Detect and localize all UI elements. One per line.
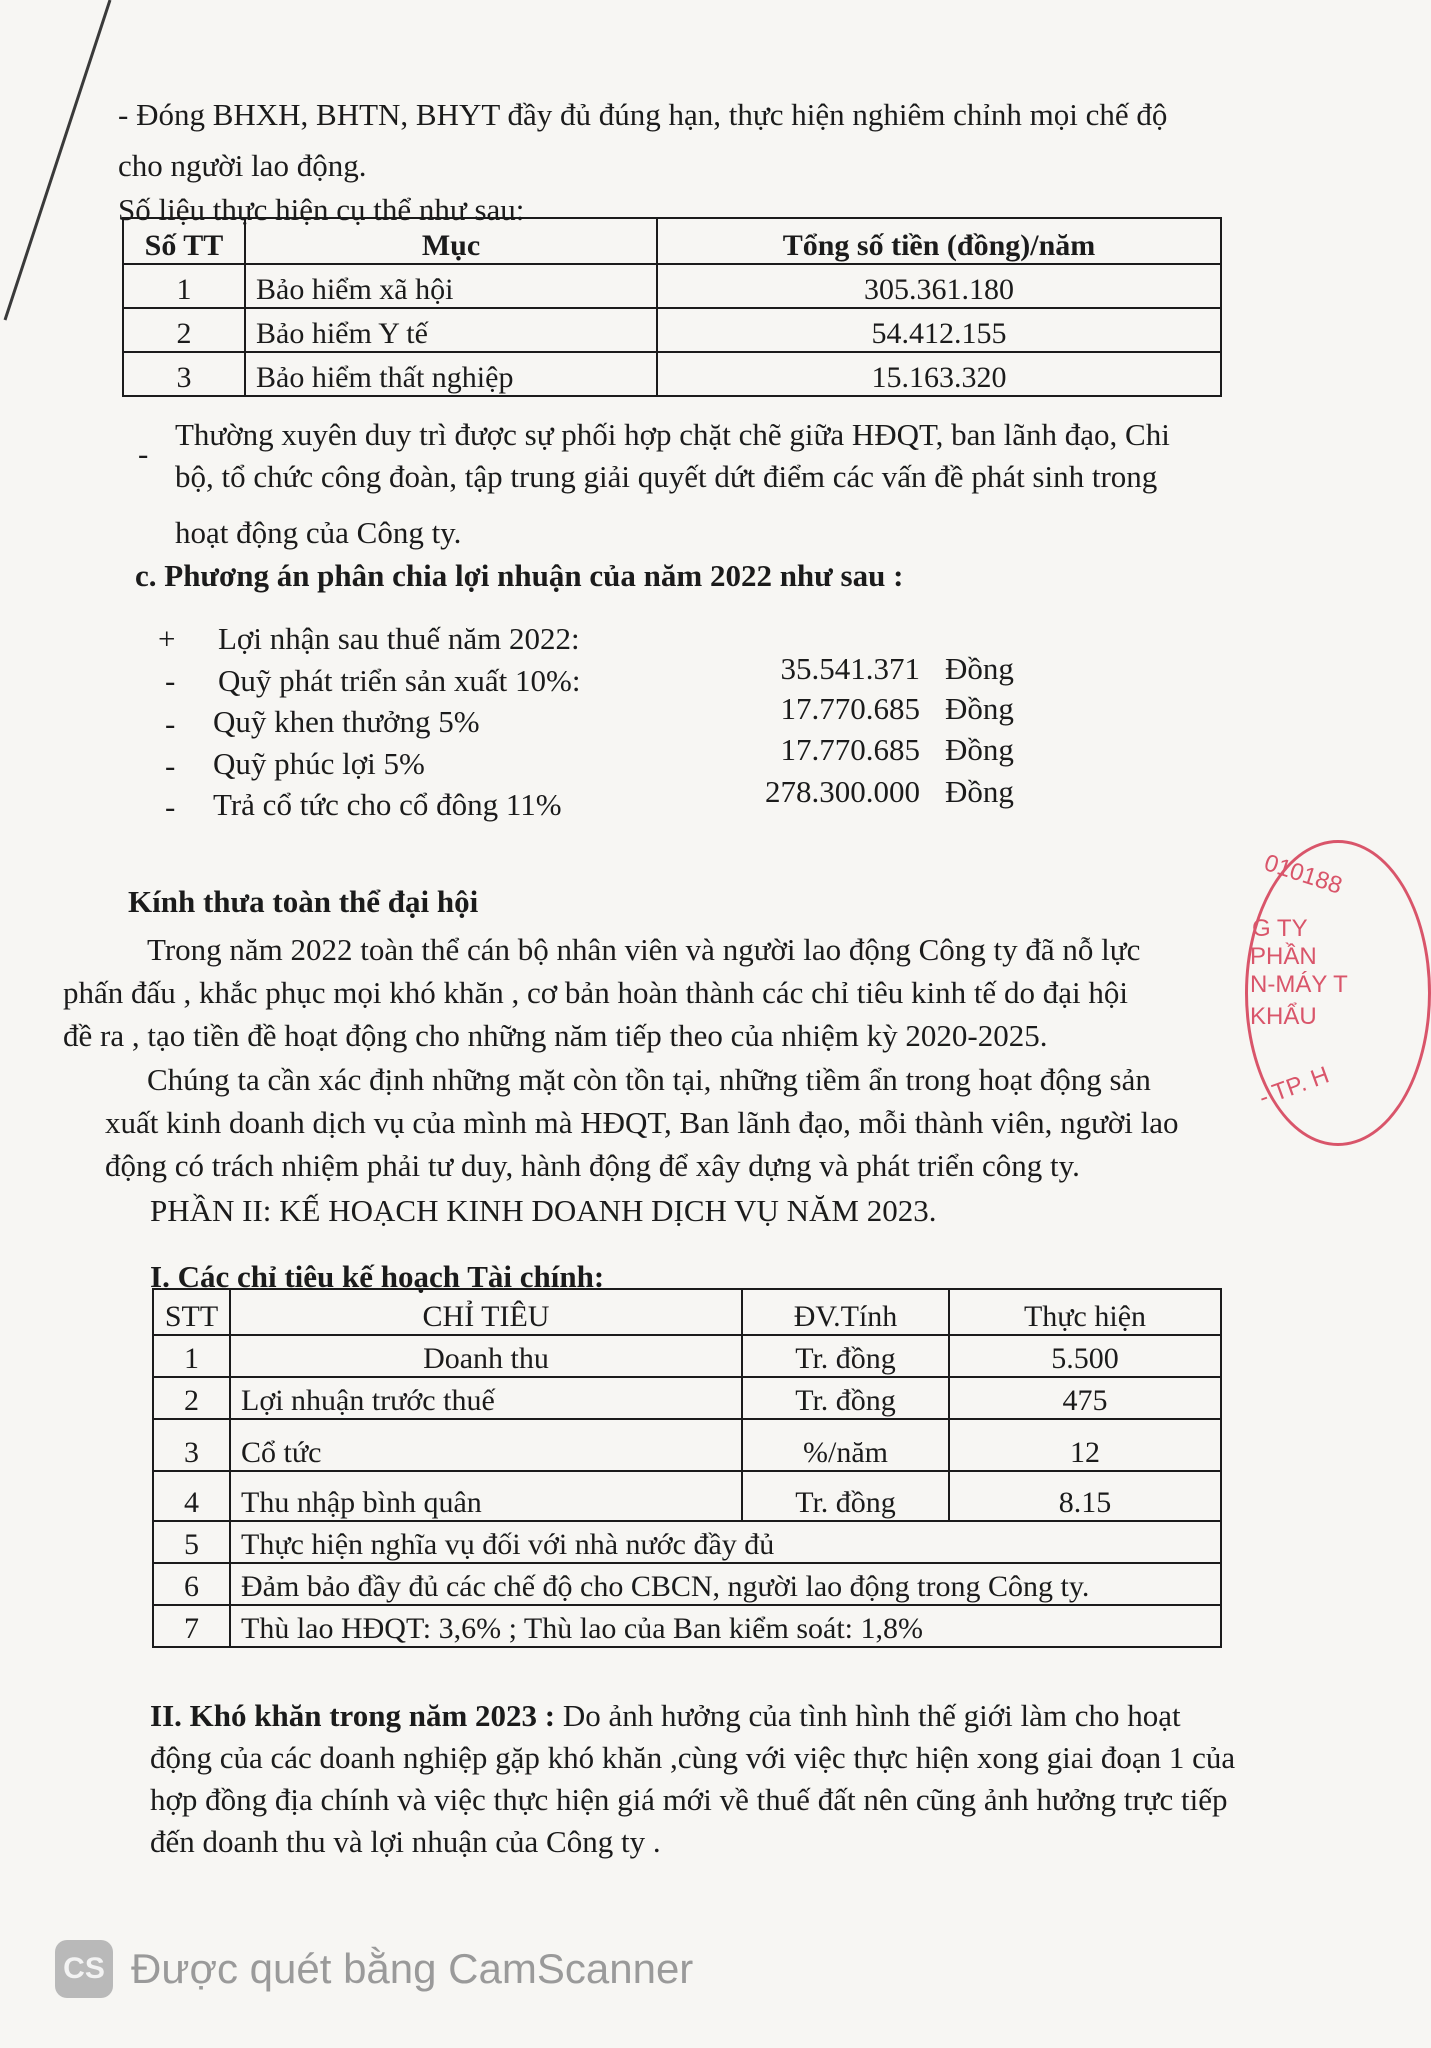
profit-section-title: c. Phương án phân chia lợi nhuận của năm 2022 như sau :	[135, 558, 904, 593]
profit-unit: Đồng	[945, 732, 1014, 767]
coordination-line-3: hoạt động của Công ty.	[175, 515, 462, 550]
cell-indicator: Cổ tức	[230, 1419, 742, 1471]
profit-value: 17.770.685	[780, 691, 920, 726]
page-edge-line	[0, 0, 120, 330]
table-row	[153, 1471, 1221, 1521]
stamp-text: G TY	[1252, 915, 1308, 942]
cell-value: 5.500	[949, 1335, 1221, 1377]
cell-value: 12	[949, 1419, 1221, 1471]
finance-header-stt: STT	[153, 1289, 230, 1335]
cell-indicator: Thù lao HĐQT: 3,6% ; Thù lao của Ban kiểm soát: 1,8%	[230, 1605, 1221, 1647]
coordination-line-1: Thường xuyên duy trì được sự phối hợp chặt chẽ giữa HĐQT, ban lãnh đạo, Chi	[175, 417, 1170, 452]
table-row	[153, 1521, 1221, 1563]
company-stamp	[1245, 840, 1431, 1146]
cell-no: 1	[123, 264, 245, 308]
cell-stt: 4	[153, 1471, 230, 1521]
cell-stt: 7	[153, 1605, 230, 1647]
coordination-line-2: bộ, tổ chức công đoàn, tập trung giải quyết dứt điểm các vấn đề phát sinh trong	[175, 459, 1158, 494]
cell-item: Bảo hiểm thất nghiệp	[245, 352, 657, 396]
part2-title: PHẦN II: KẾ HOẠCH KINH DOANH DỊCH VỤ NĂM 2023.	[150, 1193, 937, 1228]
cell-stt: 2	[153, 1377, 230, 1419]
table-row	[153, 1419, 1221, 1471]
cell-unit: %/năm	[742, 1419, 949, 1471]
stamp-text: KHẨU	[1250, 1003, 1317, 1030]
table-row	[153, 1605, 1221, 1647]
finance-header-value: Thực hiện	[949, 1289, 1221, 1335]
stamp-text: 010188	[1260, 849, 1346, 900]
finance-header-unit: ĐV.Tính	[742, 1289, 949, 1335]
intro-line-2: cho người lao động.	[118, 148, 367, 183]
cell-stt: 3	[153, 1419, 230, 1471]
profit-unit: Đồng	[945, 691, 1014, 726]
cell-stt: 1	[153, 1335, 230, 1377]
table-row	[123, 264, 1221, 308]
address-paragraph-2: Chúng ta cần xác định những mặt còn tồn tại, những tiềm ẩn trong hoạt động sản xuất kinh doanh dịch vụ của mình mà HĐQT, Ban lãnh đạo, mỗi thành viên, người lao động có trách nhiệm phải tư duy, hành động để xây dựng và phát triển công ty.	[105, 1062, 1179, 1183]
insurance-header-item: Mục	[245, 218, 657, 264]
finance-title: I. Các chỉ tiêu kế hoạch Tài chính:	[150, 1259, 605, 1294]
cell-indicator: Thu nhập bình quân	[230, 1471, 742, 1521]
table-row	[123, 352, 1221, 396]
cell-no: 2	[123, 308, 245, 352]
table-row	[123, 308, 1221, 352]
profit-label: Quỹ khen thưởng 5%	[213, 704, 480, 739]
cell-amount: 305.361.180	[657, 264, 1221, 308]
cell-value: 8.15	[949, 1471, 1221, 1521]
insurance-table	[122, 217, 1222, 397]
intro-line-1: - Đóng BHXH, BHTN, BHYT đầy đủ đúng hạn, thực hiện nghiêm chỉnh mọi chế độ	[118, 97, 1168, 132]
profit-marker: -	[165, 706, 176, 741]
cell-indicator: Lợi nhuận trước thuế	[230, 1377, 742, 1419]
profit-value: 35.541.371	[780, 651, 920, 686]
cell-unit: Tr. đồng	[742, 1471, 949, 1521]
insurance-header-amount: Tổng số tiền (đồng)/năm	[657, 218, 1221, 264]
difficulty-title: II. Khó khăn trong năm 2023 :	[150, 1698, 556, 1733]
intro-line-3: Số liệu thực hiện cụ thể như sau:	[118, 192, 525, 227]
cell-unit: Tr. đồng	[742, 1377, 949, 1419]
profit-marker: +	[158, 621, 176, 656]
profit-label: Quỹ phát triển sản xuất 10%:	[218, 663, 581, 698]
greeting: Kính thưa toàn thể đại hội	[128, 884, 479, 919]
cell-no: 3	[123, 352, 245, 396]
stamp-text: - TP. H	[1255, 1061, 1333, 1112]
cell-stt: 6	[153, 1563, 230, 1605]
profit-unit: Đồng	[945, 774, 1014, 809]
camscanner-watermark	[55, 1940, 693, 1998]
cell-item: Bảo hiểm Y tế	[245, 308, 657, 352]
cell-value: 475	[949, 1377, 1221, 1419]
table-row	[153, 1335, 1221, 1377]
camscanner-logo-icon: CS	[55, 1940, 113, 1998]
coordination-dash: -	[138, 436, 149, 471]
profit-label: Trả cổ tức cho cổ đông 11%	[213, 787, 562, 822]
profit-marker: -	[165, 789, 176, 824]
stamp-text: PHẦN	[1250, 943, 1317, 970]
cell-amount: 54.412.155	[657, 308, 1221, 352]
profit-value: 278.300.000	[765, 774, 920, 809]
difficulty-text: Do ảnh hưởng của tình hình thế giới làm cho hoạt động của các doanh nghiệp gặp khó khăn ,cùng với việc thực hiện xong giai đoạn 1 của hợp đồng địa chính và việc thực hiện giá mới về thuế đất nên cũng ảnh hưởng trực tiếp đến doanh thu và lợi nhuận của Công ty .	[150, 1698, 1236, 1859]
profit-value: 17.770.685	[780, 732, 920, 767]
profit-marker: -	[165, 663, 176, 698]
cell-unit: Tr. đồng	[742, 1335, 949, 1377]
cell-amount: 15.163.320	[657, 352, 1221, 396]
finance-table	[152, 1288, 1222, 1648]
profit-marker: -	[165, 748, 176, 783]
stamp-text: N-MÁY T	[1250, 971, 1348, 998]
insurance-header-no: Số TT	[123, 218, 245, 264]
cell-indicator: Doanh thu	[230, 1335, 742, 1377]
finance-header-indicator: CHỈ TIÊU	[230, 1289, 742, 1335]
address-paragraph-1: Trong năm 2022 toàn thể cán bộ nhân viên và người lao động Công ty đã nỗ lực phấn đấu , khắc phục mọi khó khăn , cơ bản hoàn thành các chỉ tiêu kinh tế do đại hội đề ra , tạo tiền đề hoạt động cho những năm tiếp theo của nhiệm kỳ 2020-2025.	[63, 932, 1141, 1053]
profit-label: Lợi nhận sau thuế năm 2022:	[218, 621, 580, 656]
profit-label: Quỹ phúc lợi 5%	[213, 746, 425, 781]
cell-stt: 5	[153, 1521, 230, 1563]
cell-item: Bảo hiểm xã hội	[245, 264, 657, 308]
camscanner-text: Được quét bằng CamScanner	[131, 1945, 694, 1992]
cell-indicator: Thực hiện nghĩa vụ đối với nhà nước đầy đủ	[230, 1521, 1221, 1563]
cell-indicator: Đảm bảo đầy đủ các chế độ cho CBCN, người lao động trong Công ty.	[230, 1563, 1221, 1605]
difficulty-paragraph	[150, 1695, 1250, 1863]
table-row	[153, 1563, 1221, 1605]
profit-unit: Đồng	[945, 651, 1014, 686]
table-row	[153, 1377, 1221, 1419]
